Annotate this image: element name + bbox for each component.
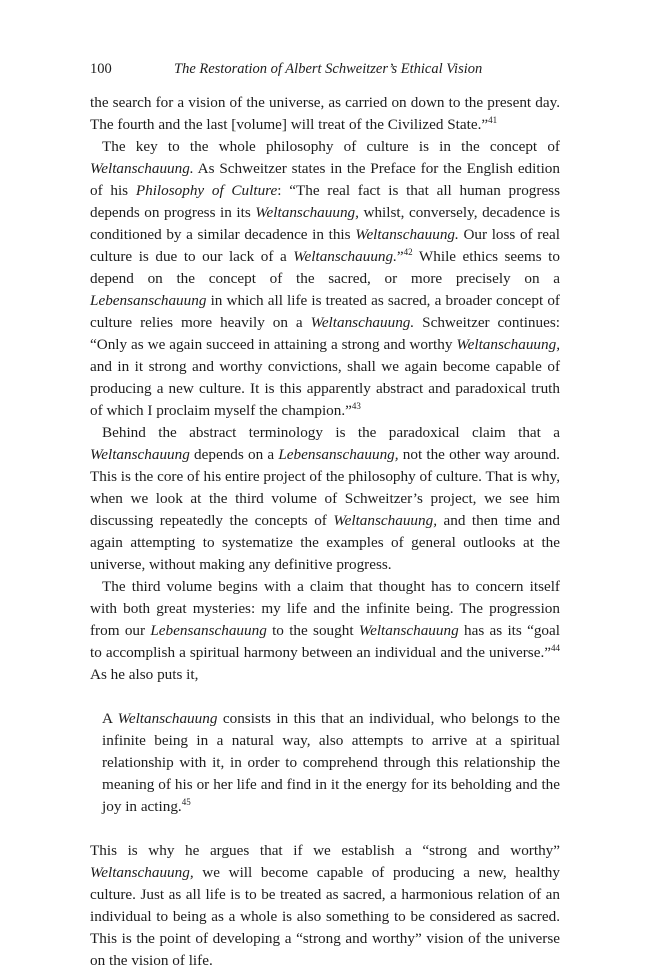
paragraph — [90, 840, 560, 972]
text-run: Our loss of real culture is due to our lack of a — [90, 226, 560, 265]
italic-term: Weltanschauung — [117, 710, 218, 727]
running-header — [90, 58, 560, 80]
italic-term: Weltanschauung — [358, 622, 459, 639]
text-run: whilst, conversely, decadence is conditioned by a similar decadence in this — [90, 204, 560, 243]
footnote-ref[interactable]: 41 — [488, 114, 498, 125]
paragraph — [90, 576, 560, 686]
footnote-ref[interactable]: 45 — [181, 796, 191, 807]
text-run: to the sought — [266, 622, 359, 639]
page-number: 100 — [90, 61, 112, 77]
text-run: : “The real fact is that all human progress depends on progress in its — [90, 182, 561, 221]
quote-text — [102, 708, 560, 818]
italic-term: Weltanschauung, — [333, 512, 437, 529]
body-text — [90, 92, 560, 972]
footnote-ref[interactable]: 44 — [551, 642, 560, 653]
italic-term: Weltanschauung, — [456, 336, 560, 353]
text-run: in which all life is treated as sacred, a broader concept of culture relies more heavily on a — [90, 292, 560, 331]
text-run: A — [102, 710, 118, 727]
text-run: has as its “goal to accomplish a spiritual harmony between an individual and the universe.” — [90, 622, 560, 661]
italic-term: Lebensanschauung — [90, 292, 207, 309]
text-run: the search for a vision of the universe, as carried on down to the present day. The fourth and the last [volume] will treat of the Civilized State.” — [90, 94, 560, 133]
book-title: Philosophy of Culture — [135, 182, 278, 199]
paragraph — [90, 136, 560, 422]
text-run: we will become capable of producing a new, healthy culture. Just as all life is to be treated as sacred, a harmonious relation of an individual to being as a whole is also something to be considered as sacred. This is the point of developing a “strong and worthy” vision of the universe on the vision of life. — [90, 864, 560, 969]
italic-term: Weltanschauung, — [255, 204, 359, 221]
text-run: As Schweitzer states in the Preface for the English edition of his — [90, 160, 560, 199]
italic-term: Weltanschauung. — [355, 226, 459, 243]
paragraph-continued — [90, 92, 560, 136]
footnote-ref[interactable]: 43 — [351, 400, 361, 411]
running-title: The Restoration of Albert Schweitzer’s Ethical Vision — [174, 61, 483, 77]
italic-term: Weltanschauung. — [293, 248, 397, 265]
italic-term: Weltanschauung. — [90, 160, 194, 177]
text-run: While ethics seems to depend on the concept of the sacred, or more precisely on a — [90, 248, 560, 287]
text-run: and then time and again attempting to systematize the examples of general outlooks at the universe, without making any definitive progress. — [90, 512, 560, 573]
text-run: The key to the whole philosophy of culture is in the concept of — [102, 138, 560, 155]
text-run: consists in this that an individual, who belongs to the infinite being in a natural way, also attempts to arrive at a spiritual relationship with it, in order to comprehend through this relationship the meaning of his or her life and find in it the energy for its beholding and the joy in acting. — [102, 710, 560, 815]
italic-term: Weltanschauung. — [310, 314, 415, 331]
text-run: This is why he argues that if we establish a “strong and worthy” — [90, 842, 560, 859]
footnote-ref[interactable]: 42 — [403, 246, 413, 257]
text-run: ” — [396, 248, 404, 265]
paragraph — [90, 422, 560, 576]
text-run: Behind the abstract terminology is the paradoxical claim that a — [102, 424, 560, 441]
text-run: The third volume begins with a claim that thought has to concern itself with both great mysteries: my life and the infinite being. The progression from our — [90, 578, 560, 639]
text-run: As he also puts it, — [90, 666, 199, 683]
italic-term: Lebensanschauung, — [278, 446, 399, 463]
italic-term: Lebensanschauung — [150, 622, 267, 639]
italic-term: Weltanschauung, — [90, 864, 194, 881]
text-run: and in it strong and worthy convictions, shall we again become capable of producing a new culture. It is this apparently abstract and paradoxical truth of which I proclaim myself the champion.” — [90, 358, 560, 419]
text-run: depends on a — [189, 446, 279, 463]
block-quote — [102, 708, 560, 818]
text-run: not the other way around. This is the core of his entire project of the philosophy of culture. That is why, when we look at the third volume of Schweitzer’s project, we see him discussing repeatedly the concepts of — [90, 446, 560, 529]
italic-term: Weltanschauung — [90, 446, 190, 463]
text-run: Schweitzer continues: “Only as we again succeed in attaining a strong and worthy — [90, 314, 560, 353]
